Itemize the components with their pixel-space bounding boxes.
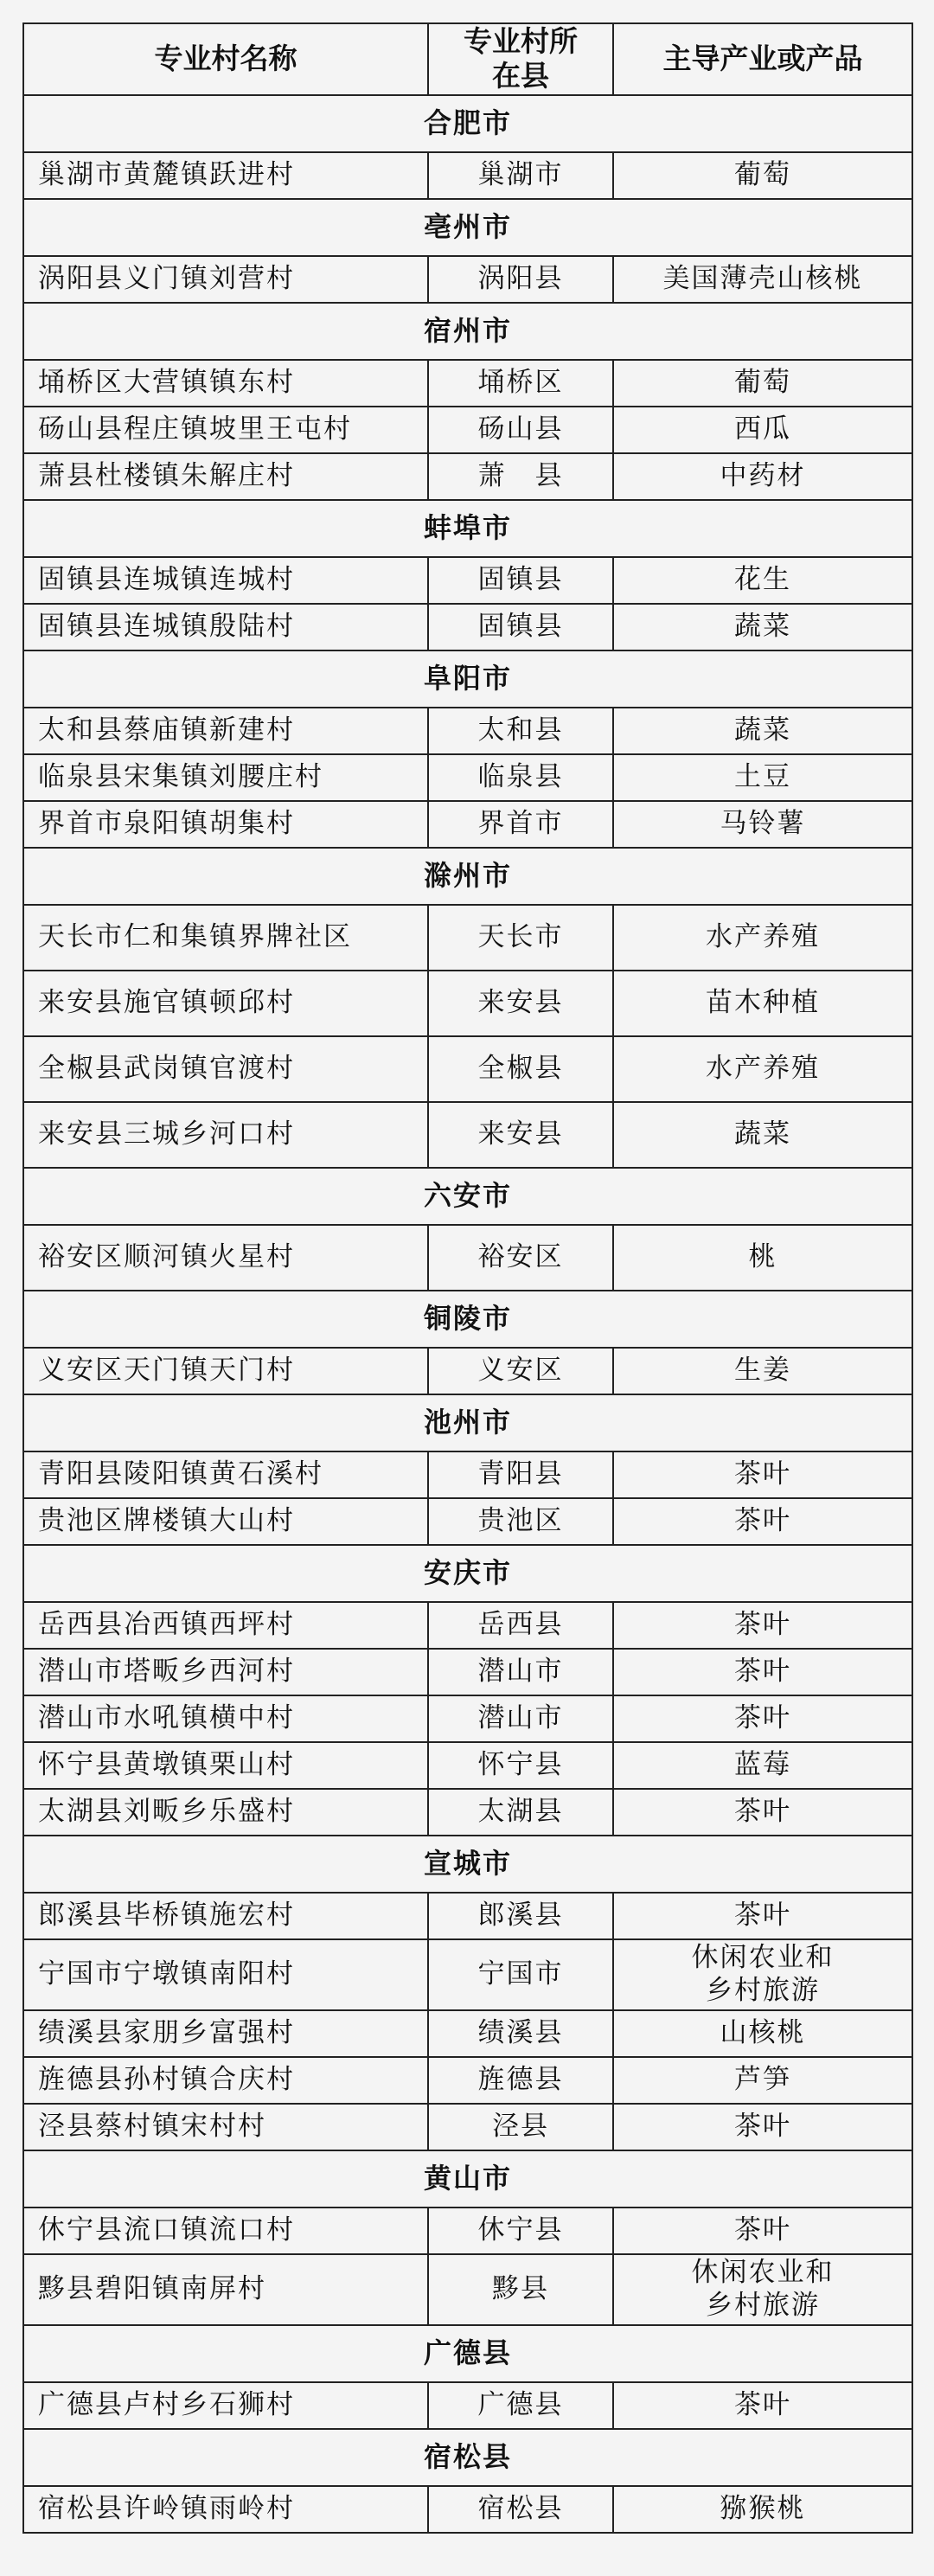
village-name-cell: 潜山市水吼镇横中村 xyxy=(23,1695,428,1742)
industry-cell: 美国薄壳山核桃 xyxy=(613,256,912,303)
industry-cell: 茶叶 xyxy=(613,1789,912,1836)
village-name-cell: 宿松县许岭镇雨岭村 xyxy=(23,2486,428,2533)
village-name-cell: 义安区天门镇天门村 xyxy=(23,1348,428,1394)
group-row xyxy=(23,303,912,360)
industry-cell: 葡萄 xyxy=(613,152,912,199)
village-name-cell: 埇桥区大营镇镇东村 xyxy=(23,360,428,407)
table-row xyxy=(23,971,912,1036)
county-cell: 青阳县 xyxy=(428,1451,613,1498)
group-city-name: 池州市 xyxy=(23,1394,912,1451)
county-cell: 埇桥区 xyxy=(428,360,613,407)
group-row xyxy=(23,2429,912,2486)
table-row xyxy=(23,1348,912,1394)
village-name-cell: 界首市泉阳镇胡集村 xyxy=(23,801,428,848)
village-name-cell: 临泉县宋集镇刘腰庄村 xyxy=(23,754,428,801)
county-cell: 固镇县 xyxy=(428,557,613,604)
group-city-name: 宿松县 xyxy=(23,2429,912,2486)
village-name-cell: 黟县碧阳镇南屏村 xyxy=(23,2254,428,2325)
county-cell: 怀宁县 xyxy=(428,1742,613,1789)
group-city-name: 蚌埠市 xyxy=(23,500,912,557)
group-row xyxy=(23,650,912,708)
industry-cell: 茶叶 xyxy=(613,1893,912,1939)
county-cell: 黟县 xyxy=(428,2254,613,2325)
table-row xyxy=(23,2010,912,2057)
county-cell: 巢湖市 xyxy=(428,152,613,199)
industry-cell: 蔬菜 xyxy=(613,708,912,754)
village-name-cell: 怀宁县黄墩镇栗山村 xyxy=(23,1742,428,1789)
group-row xyxy=(23,500,912,557)
village-name-cell: 休宁县流口镇流口村 xyxy=(23,2208,428,2254)
table-row xyxy=(23,1742,912,1789)
industry-cell: 土豆 xyxy=(613,754,912,801)
county-cell: 砀山县 xyxy=(428,407,613,453)
county-cell: 界首市 xyxy=(428,801,613,848)
group-city-name: 铜陵市 xyxy=(23,1291,912,1348)
table-row xyxy=(23,2486,912,2533)
table-row xyxy=(23,152,912,199)
table-row xyxy=(23,1789,912,1836)
industry-cell: 苗木种植 xyxy=(613,971,912,1036)
table-row xyxy=(23,407,912,453)
group-row xyxy=(23,2325,912,2382)
table-row xyxy=(23,1036,912,1102)
industry-cell: 茶叶 xyxy=(613,1649,912,1695)
table-row xyxy=(23,801,912,848)
industry-cell: 芦笋 xyxy=(613,2057,912,2104)
village-name-cell: 巢湖市黄麓镇跃进村 xyxy=(23,152,428,199)
group-row xyxy=(23,1545,912,1602)
county-cell: 太和县 xyxy=(428,708,613,754)
group-city-name: 黄山市 xyxy=(23,2150,912,2208)
group-row xyxy=(23,1168,912,1225)
village-name-cell: 涡阳县义门镇刘营村 xyxy=(23,256,428,303)
table-row xyxy=(23,1225,912,1291)
group-city-name: 滁州市 xyxy=(23,848,912,905)
industry-cell: 山核桃 xyxy=(613,2010,912,2057)
group-city-name: 广德县 xyxy=(23,2325,912,2382)
village-name-cell: 太湖县刘畈乡乐盛村 xyxy=(23,1789,428,1836)
specialty-village-table xyxy=(22,22,913,2534)
group-city-name: 合肥市 xyxy=(23,95,912,152)
village-name-cell: 青阳县陵阳镇黄石溪村 xyxy=(23,1451,428,1498)
table-row xyxy=(23,1939,912,2010)
village-name-cell: 来安县三城乡河口村 xyxy=(23,1102,428,1168)
county-cell: 裕安区 xyxy=(428,1225,613,1291)
table-row xyxy=(23,1102,912,1168)
county-cell: 临泉县 xyxy=(428,754,613,801)
table-row xyxy=(23,1649,912,1695)
industry-cell: 水产养殖 xyxy=(613,905,912,971)
table-row xyxy=(23,2057,912,2104)
table-row xyxy=(23,1451,912,1498)
table-row xyxy=(23,905,912,971)
header-row xyxy=(23,23,912,95)
table-row xyxy=(23,360,912,407)
county-cell: 义安区 xyxy=(428,1348,613,1394)
county-cell: 萧 县 xyxy=(428,453,613,500)
table-row xyxy=(23,1695,912,1742)
table-body xyxy=(23,95,912,2533)
county-cell: 泾县 xyxy=(428,2104,613,2150)
header-industry: 主导产业或产品 xyxy=(613,23,912,95)
table-row xyxy=(23,453,912,500)
county-cell: 来安县 xyxy=(428,971,613,1036)
village-name-cell: 天长市仁和集镇界牌社区 xyxy=(23,905,428,971)
table-row xyxy=(23,2254,912,2325)
village-name-cell: 全椒县武岗镇官渡村 xyxy=(23,1036,428,1102)
industry-cell: 马铃薯 xyxy=(613,801,912,848)
group-city-name: 宣城市 xyxy=(23,1836,912,1893)
table-row xyxy=(23,2104,912,2150)
county-cell: 宁国市 xyxy=(428,1939,613,2010)
village-name-cell: 泾县蔡村镇宋村村 xyxy=(23,2104,428,2150)
table-row xyxy=(23,1893,912,1939)
county-cell: 休宁县 xyxy=(428,2208,613,2254)
county-cell: 来安县 xyxy=(428,1102,613,1168)
group-city-name: 安庆市 xyxy=(23,1545,912,1602)
county-cell: 宿松县 xyxy=(428,2486,613,2533)
group-row xyxy=(23,2150,912,2208)
group-city-name: 阜阳市 xyxy=(23,650,912,708)
industry-cell: 生姜 xyxy=(613,1348,912,1394)
industry-cell: 休闲农业和 乡村旅游 xyxy=(613,1939,912,2010)
county-cell: 绩溪县 xyxy=(428,2010,613,2057)
industry-cell: 茶叶 xyxy=(613,1695,912,1742)
village-name-cell: 旌德县孙村镇合庆村 xyxy=(23,2057,428,2104)
county-cell: 郎溪县 xyxy=(428,1893,613,1939)
group-row xyxy=(23,1394,912,1451)
village-name-cell: 郎溪县毕桥镇施宏村 xyxy=(23,1893,428,1939)
group-row xyxy=(23,199,912,256)
industry-cell: 西瓜 xyxy=(613,407,912,453)
industry-cell: 水产养殖 xyxy=(613,1036,912,1102)
industry-cell: 蔬菜 xyxy=(613,1102,912,1168)
industry-cell: 茶叶 xyxy=(613,2104,912,2150)
industry-cell: 蔬菜 xyxy=(613,604,912,650)
industry-cell: 葡萄 xyxy=(613,360,912,407)
header-village-name: 专业村名称 xyxy=(23,23,428,95)
industry-cell: 中药材 xyxy=(613,453,912,500)
group-city-name: 六安市 xyxy=(23,1168,912,1225)
county-cell: 岳西县 xyxy=(428,1602,613,1649)
table-row xyxy=(23,1498,912,1545)
table-row xyxy=(23,2382,912,2429)
village-name-cell: 潜山市塔畈乡西河村 xyxy=(23,1649,428,1695)
table-row xyxy=(23,2208,912,2254)
county-cell: 潜山市 xyxy=(428,1649,613,1695)
industry-cell: 桃 xyxy=(613,1225,912,1291)
header-county-text: 专业村所 在县 xyxy=(464,24,578,93)
county-cell: 天长市 xyxy=(428,905,613,971)
industry-cell: 茶叶 xyxy=(613,1498,912,1545)
county-cell: 贵池区 xyxy=(428,1498,613,1545)
group-row xyxy=(23,95,912,152)
village-name-cell: 宁国市宁墩镇南阳村 xyxy=(23,1939,428,2010)
group-row xyxy=(23,1836,912,1893)
village-name-cell: 太和县蔡庙镇新建村 xyxy=(23,708,428,754)
group-city-name: 宿州市 xyxy=(23,303,912,360)
industry-cell: 猕猴桃 xyxy=(613,2486,912,2533)
county-cell: 广德县 xyxy=(428,2382,613,2429)
industry-cell: 花生 xyxy=(613,557,912,604)
county-cell: 潜山市 xyxy=(428,1695,613,1742)
county-cell: 旌德县 xyxy=(428,2057,613,2104)
table-row xyxy=(23,604,912,650)
village-name-cell: 岳西县冶西镇西坪村 xyxy=(23,1602,428,1649)
village-table-document xyxy=(22,22,912,2534)
group-city-name: 亳州市 xyxy=(23,199,912,256)
header-county xyxy=(428,23,613,95)
table-row xyxy=(23,256,912,303)
village-name-cell: 广德县卢村乡石狮村 xyxy=(23,2382,428,2429)
table-row xyxy=(23,708,912,754)
village-name-cell: 绩溪县家朋乡富强村 xyxy=(23,2010,428,2057)
county-cell: 太湖县 xyxy=(428,1789,613,1836)
village-name-cell: 砀山县程庄镇坡里王屯村 xyxy=(23,407,428,453)
group-row xyxy=(23,848,912,905)
village-name-cell: 固镇县连城镇连城村 xyxy=(23,557,428,604)
table-row xyxy=(23,754,912,801)
county-cell: 固镇县 xyxy=(428,604,613,650)
table-row xyxy=(23,557,912,604)
village-name-cell: 裕安区顺河镇火星村 xyxy=(23,1225,428,1291)
county-cell: 涡阳县 xyxy=(428,256,613,303)
group-row xyxy=(23,1291,912,1348)
industry-cell: 休闲农业和 乡村旅游 xyxy=(613,2254,912,2325)
table-row xyxy=(23,1602,912,1649)
county-cell: 全椒县 xyxy=(428,1036,613,1102)
village-name-cell: 来安县施官镇顿邱村 xyxy=(23,971,428,1036)
industry-cell: 茶叶 xyxy=(613,2208,912,2254)
industry-cell: 茶叶 xyxy=(613,2382,912,2429)
industry-cell: 茶叶 xyxy=(613,1602,912,1649)
industry-cell: 茶叶 xyxy=(613,1451,912,1498)
village-name-cell: 固镇县连城镇殷陆村 xyxy=(23,604,428,650)
industry-cell: 蓝莓 xyxy=(613,1742,912,1789)
village-name-cell: 萧县杜楼镇朱解庄村 xyxy=(23,453,428,500)
village-name-cell: 贵池区牌楼镇大山村 xyxy=(23,1498,428,1545)
